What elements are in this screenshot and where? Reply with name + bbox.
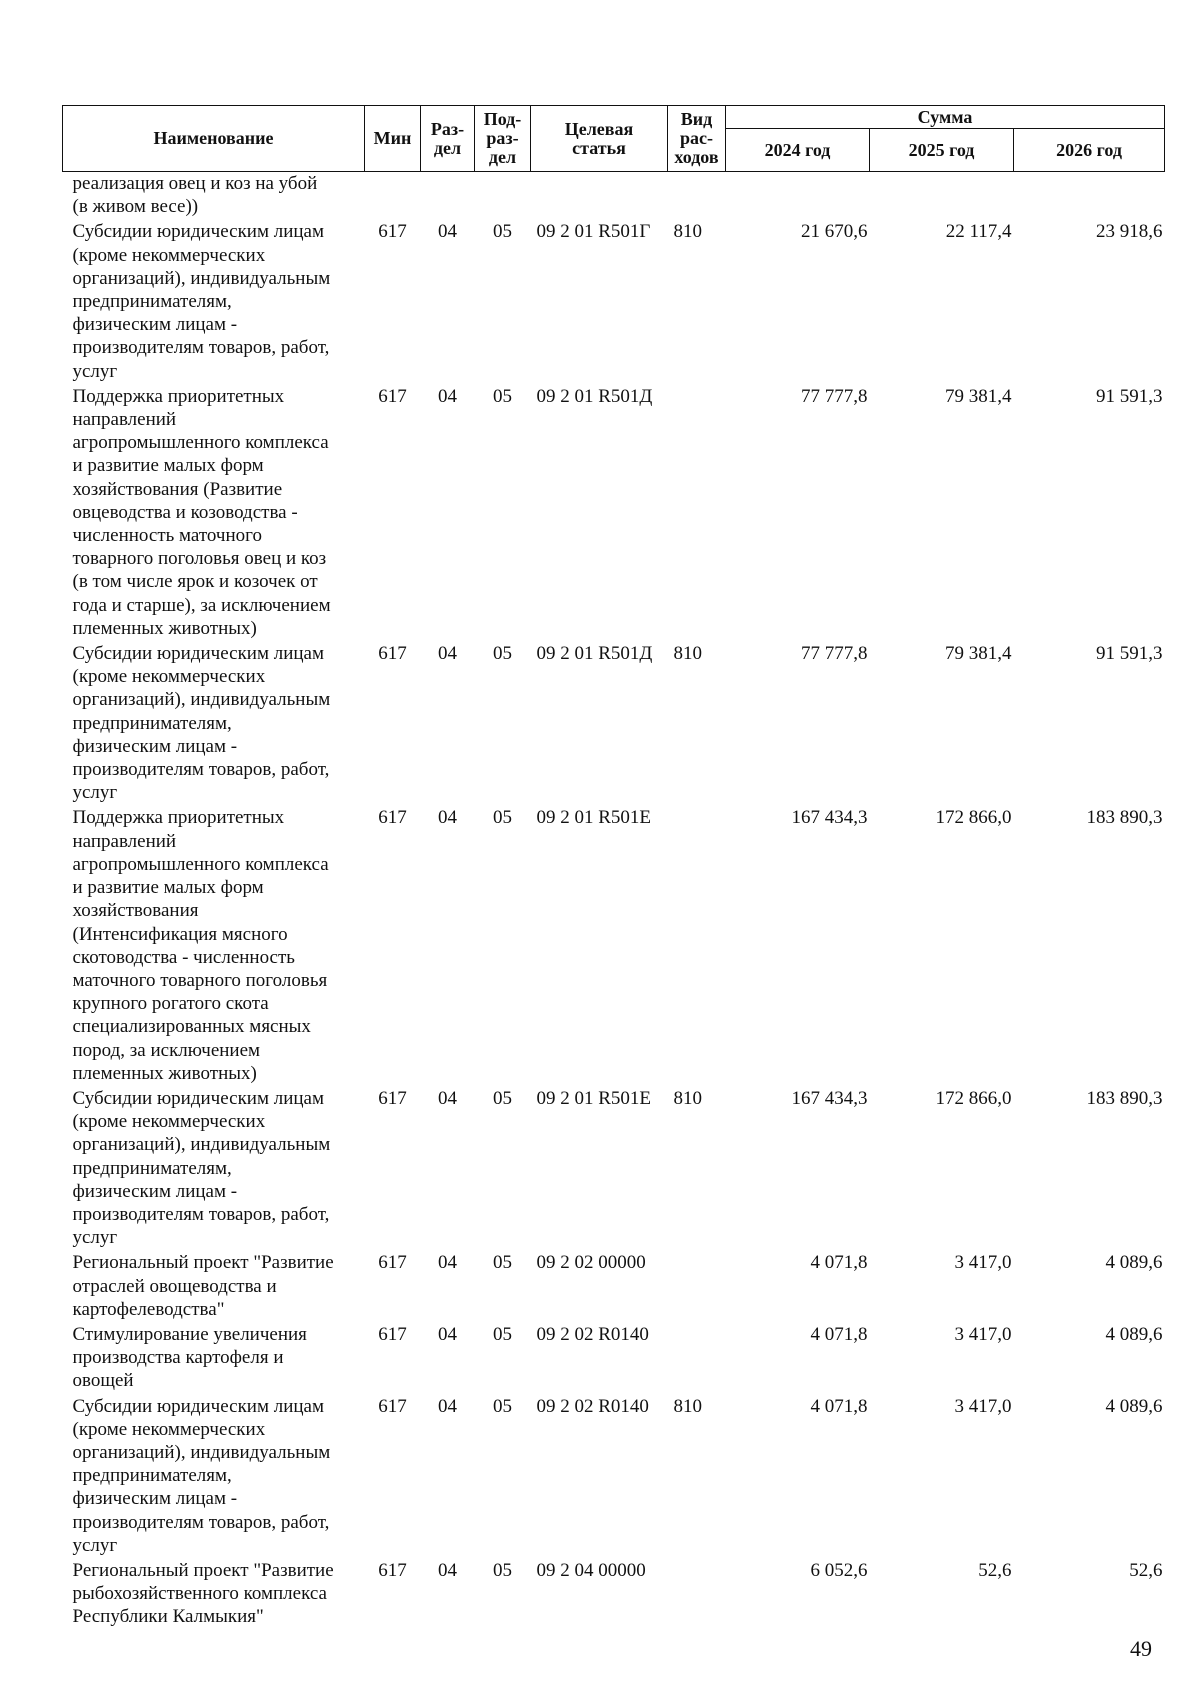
row-section: 04 xyxy=(438,1252,457,1274)
row-name: Субсидии юридическим лицам (кроме некоммерческих организаций), индивидуальным предпринимателям, физическим лицам - производителям товаров, работ, услуг xyxy=(72,221,331,382)
row-section xyxy=(421,172,475,219)
row-name: Стимулирование увеличения производства картофеля и овощей xyxy=(72,1323,307,1392)
row-sum-2024: 4 071,8 xyxy=(810,1252,868,1274)
row-name: Региональный проект "Развитие рыбохозяйственного комплекса Республики Калмыкия" xyxy=(72,1559,334,1628)
row-target-article: 09 2 02 R0140 xyxy=(536,1395,649,1417)
table-row xyxy=(63,1557,1165,1629)
table-row xyxy=(63,218,1165,382)
row-subsection xyxy=(475,172,531,219)
row-target-article: 09 2 01 R501Е xyxy=(536,1087,652,1109)
budget-table xyxy=(62,105,1165,1629)
page-number: 49 xyxy=(1130,1636,1152,1661)
row-ministry-code: 617 xyxy=(378,221,407,243)
row-sum-2026: 4 089,6 xyxy=(1105,1395,1163,1417)
row-ministry-code: 617 xyxy=(378,1323,407,1345)
row-subsection: 05 xyxy=(493,1087,512,1109)
table-row xyxy=(63,1393,1165,1557)
header-sum: Сумма xyxy=(726,106,1165,129)
row-name: Региональный проект "Развитие отраслей овощеводства и картофелеводства" xyxy=(72,1252,334,1320)
row-sum-2024: 77 777,8 xyxy=(801,643,868,665)
row-target-article: 09 2 01 R501Г xyxy=(536,221,651,243)
row-section: 04 xyxy=(438,221,457,243)
table-row xyxy=(63,172,1165,219)
row-sum-2026: 4 089,6 xyxy=(1105,1252,1163,1274)
row-ministry-code: 617 xyxy=(378,1087,407,1109)
row-section: 04 xyxy=(438,1395,457,1417)
row-subsection: 05 xyxy=(493,385,512,407)
row-name: Поддержка приоритетных направлений агропромышленного комплекса и развитие малых форм хозяйствования (Развитие овцеводства и козоводства - численность маточного товарного поголовья овец и коз (в том числе ярок и козочек от года и старше), за исключением племенных животных) xyxy=(72,385,331,639)
header-year-2024: 2024 год xyxy=(726,129,870,172)
row-expense-type: 810 xyxy=(673,221,702,243)
row-sum-2024: 167 434,3 xyxy=(791,807,868,829)
row-sum-2024: 167 434,3 xyxy=(791,1087,868,1109)
row-sum-2026: 91 591,3 xyxy=(1096,643,1163,665)
row-sum-2026: 183 890,3 xyxy=(1086,807,1163,829)
row-target-article: 09 2 01 R501Д xyxy=(536,643,653,665)
row-name: Субсидии юридическим лицам (кроме некоммерческих организаций), индивидуальным предпринимателям, физическим лицам - производителям товаров, работ, услуг xyxy=(72,1087,331,1249)
row-ministry-code: 617 xyxy=(378,1395,407,1417)
header-target-article: Целевая статья xyxy=(531,106,668,172)
table-row xyxy=(63,804,1165,1084)
table-row xyxy=(63,1321,1165,1393)
row-target-article xyxy=(531,172,668,219)
row-section: 04 xyxy=(438,807,457,829)
header-min: Мин xyxy=(365,106,421,172)
row-sum-2025: 3 417,0 xyxy=(954,1323,1012,1345)
row-ministry-code xyxy=(365,172,421,219)
table-row xyxy=(63,1085,1165,1249)
row-sum-2025: 22 117,4 xyxy=(945,221,1012,243)
row-sum-2025: 3 417,0 xyxy=(954,1395,1012,1417)
row-sum-2024 xyxy=(726,172,870,219)
header-podrazdel: Под- раз- дел xyxy=(475,106,531,172)
row-subsection: 05 xyxy=(493,221,512,243)
table-row xyxy=(63,1249,1165,1321)
row-sum-2025: 79 381,4 xyxy=(945,643,1012,665)
row-expense-type: 810 xyxy=(673,1087,702,1109)
row-sum-2025: 79 381,4 xyxy=(945,385,1012,407)
row-subsection: 05 xyxy=(493,807,512,829)
table-row xyxy=(63,640,1165,804)
row-expense-type xyxy=(668,383,726,640)
row-sum-2026: 183 890,3 xyxy=(1086,1087,1163,1109)
row-section: 04 xyxy=(438,385,457,407)
row-expense-type xyxy=(668,1557,726,1629)
header-expense-type: Вид рас- ходов xyxy=(668,106,726,172)
row-sum-2025: 3 417,0 xyxy=(954,1252,1012,1274)
row-sum-2024: 4 071,8 xyxy=(810,1323,868,1345)
row-ministry-code: 617 xyxy=(378,1559,407,1581)
header-name: Наименование xyxy=(63,106,365,172)
table-body xyxy=(63,172,1165,1629)
row-section: 04 xyxy=(438,1559,457,1581)
row-ministry-code: 617 xyxy=(378,643,407,665)
row-name: Поддержка приоритетных направлений агропромышленного комплекса и развитие малых форм хозяйствования (Интенсификация мясного скотоводства - численность маточного товарного поголовья крупного рогатого скота специализированных мясных пород, за исключением племенных животных) xyxy=(72,807,329,1084)
row-sum-2024: 21 670,6 xyxy=(801,221,868,243)
row-name: Субсидии юридическим лицам (кроме некоммерческих организаций), индивидуальным предпринимателям, физическим лицам - производителям товаров, работ, услуг xyxy=(72,643,331,804)
row-subsection: 05 xyxy=(493,643,512,665)
row-sum-2024: 6 052,6 xyxy=(810,1559,868,1581)
row-ministry-code: 617 xyxy=(378,807,407,829)
row-subsection: 05 xyxy=(493,1323,512,1345)
row-sum-2024: 4 071,8 xyxy=(810,1395,868,1417)
row-subsection: 05 xyxy=(493,1559,512,1581)
row-target-article: 09 2 02 R0140 xyxy=(536,1323,649,1345)
header-year-2026: 2026 год xyxy=(1014,129,1165,172)
row-sum-2026: 4 089,6 xyxy=(1105,1323,1163,1345)
row-sum-2024: 77 777,8 xyxy=(801,385,868,407)
row-expense-type: 810 xyxy=(673,1395,702,1417)
row-ministry-code: 617 xyxy=(378,385,407,407)
row-sum-2025: 172 866,0 xyxy=(935,1087,1012,1109)
row-expense-type xyxy=(668,172,726,219)
row-section: 04 xyxy=(438,1087,457,1109)
row-target-article: 09 2 01 R501Е xyxy=(536,807,652,829)
row-target-article: 09 2 02 00000 xyxy=(536,1252,646,1274)
row-sum-2025: 52,6 xyxy=(978,1559,1012,1581)
row-sum-2026: 52,6 xyxy=(1129,1559,1163,1581)
row-sum-2026: 23 918,6 xyxy=(1096,221,1163,243)
row-section: 04 xyxy=(438,1323,457,1345)
row-subsection: 05 xyxy=(493,1252,512,1274)
row-target-article: 09 2 01 R501Д xyxy=(536,385,653,407)
row-expense-type xyxy=(668,804,726,1084)
row-name: реализация овец и коз на убой (в живом весе)) xyxy=(72,173,318,218)
row-expense-type: 810 xyxy=(673,643,702,665)
row-expense-type xyxy=(668,1321,726,1393)
row-target-article: 09 2 04 00000 xyxy=(536,1559,646,1581)
row-sum-2025: 172 866,0 xyxy=(935,807,1012,829)
row-sum-2026 xyxy=(1014,172,1165,219)
header-razdel: Раз- дел xyxy=(421,106,475,172)
row-subsection: 05 xyxy=(493,1395,512,1417)
row-ministry-code: 617 xyxy=(378,1252,407,1274)
row-sum-2026: 91 591,3 xyxy=(1096,385,1163,407)
header-year-2025: 2025 год xyxy=(870,129,1014,172)
row-sum-2025 xyxy=(870,172,1014,219)
row-expense-type xyxy=(668,1249,726,1321)
row-section: 04 xyxy=(438,643,457,665)
row-name: Субсидии юридическим лицам (кроме некоммерческих организаций), индивидуальным предпринимателям, физическим лицам - производителям товаров, работ, услуг xyxy=(72,1395,331,1556)
table-row xyxy=(63,383,1165,640)
